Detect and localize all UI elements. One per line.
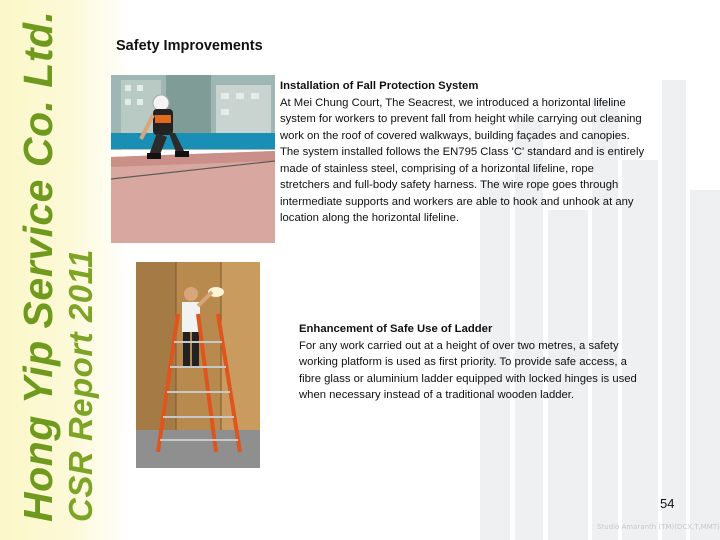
ladder-photo xyxy=(136,262,260,468)
ladder-section xyxy=(299,321,651,404)
report-name: CSR Report 2011 xyxy=(62,249,99,522)
page-title: Safety Improvements xyxy=(116,38,263,54)
section-heading: Enhancement of Safe Use of Ladder xyxy=(299,323,493,335)
fall-protection-section xyxy=(280,78,646,227)
company-name: Hong Yip Service Co. Ltd. xyxy=(15,10,61,522)
section-heading: Installation of Fall Protection System xyxy=(280,80,479,92)
page-number: 54 xyxy=(660,496,675,511)
fall-protection-photo xyxy=(111,75,275,243)
section-body: At Mei Chung Court, The Seacrest, we introduced a horizontal lifeline system for workers to prevent fall from height while carrying out cleaning work on the roof of covered walkways, building façades and canopies. The system installed follows the EN795 Class 'C' standard and is entirely made of stainless steel, comprising of a horizontal lifeline, rope stretchers and full-body safety harness. The wire rope goes through intermediate supports and workers are able to hook and unhook at any location along the horizontal lifeline. xyxy=(280,96,645,224)
watermark: Studio Amaranth (TM)(DCX,T,MMT) xyxy=(597,523,720,531)
section-body: For any work carried out at a height of over two metres, a safety working platform is used as first priority. To provide safe access, a fibre glass or aluminium ladder equipped with locked hinges is used when necessary instead of a traditional wooden ladder. xyxy=(299,339,637,401)
